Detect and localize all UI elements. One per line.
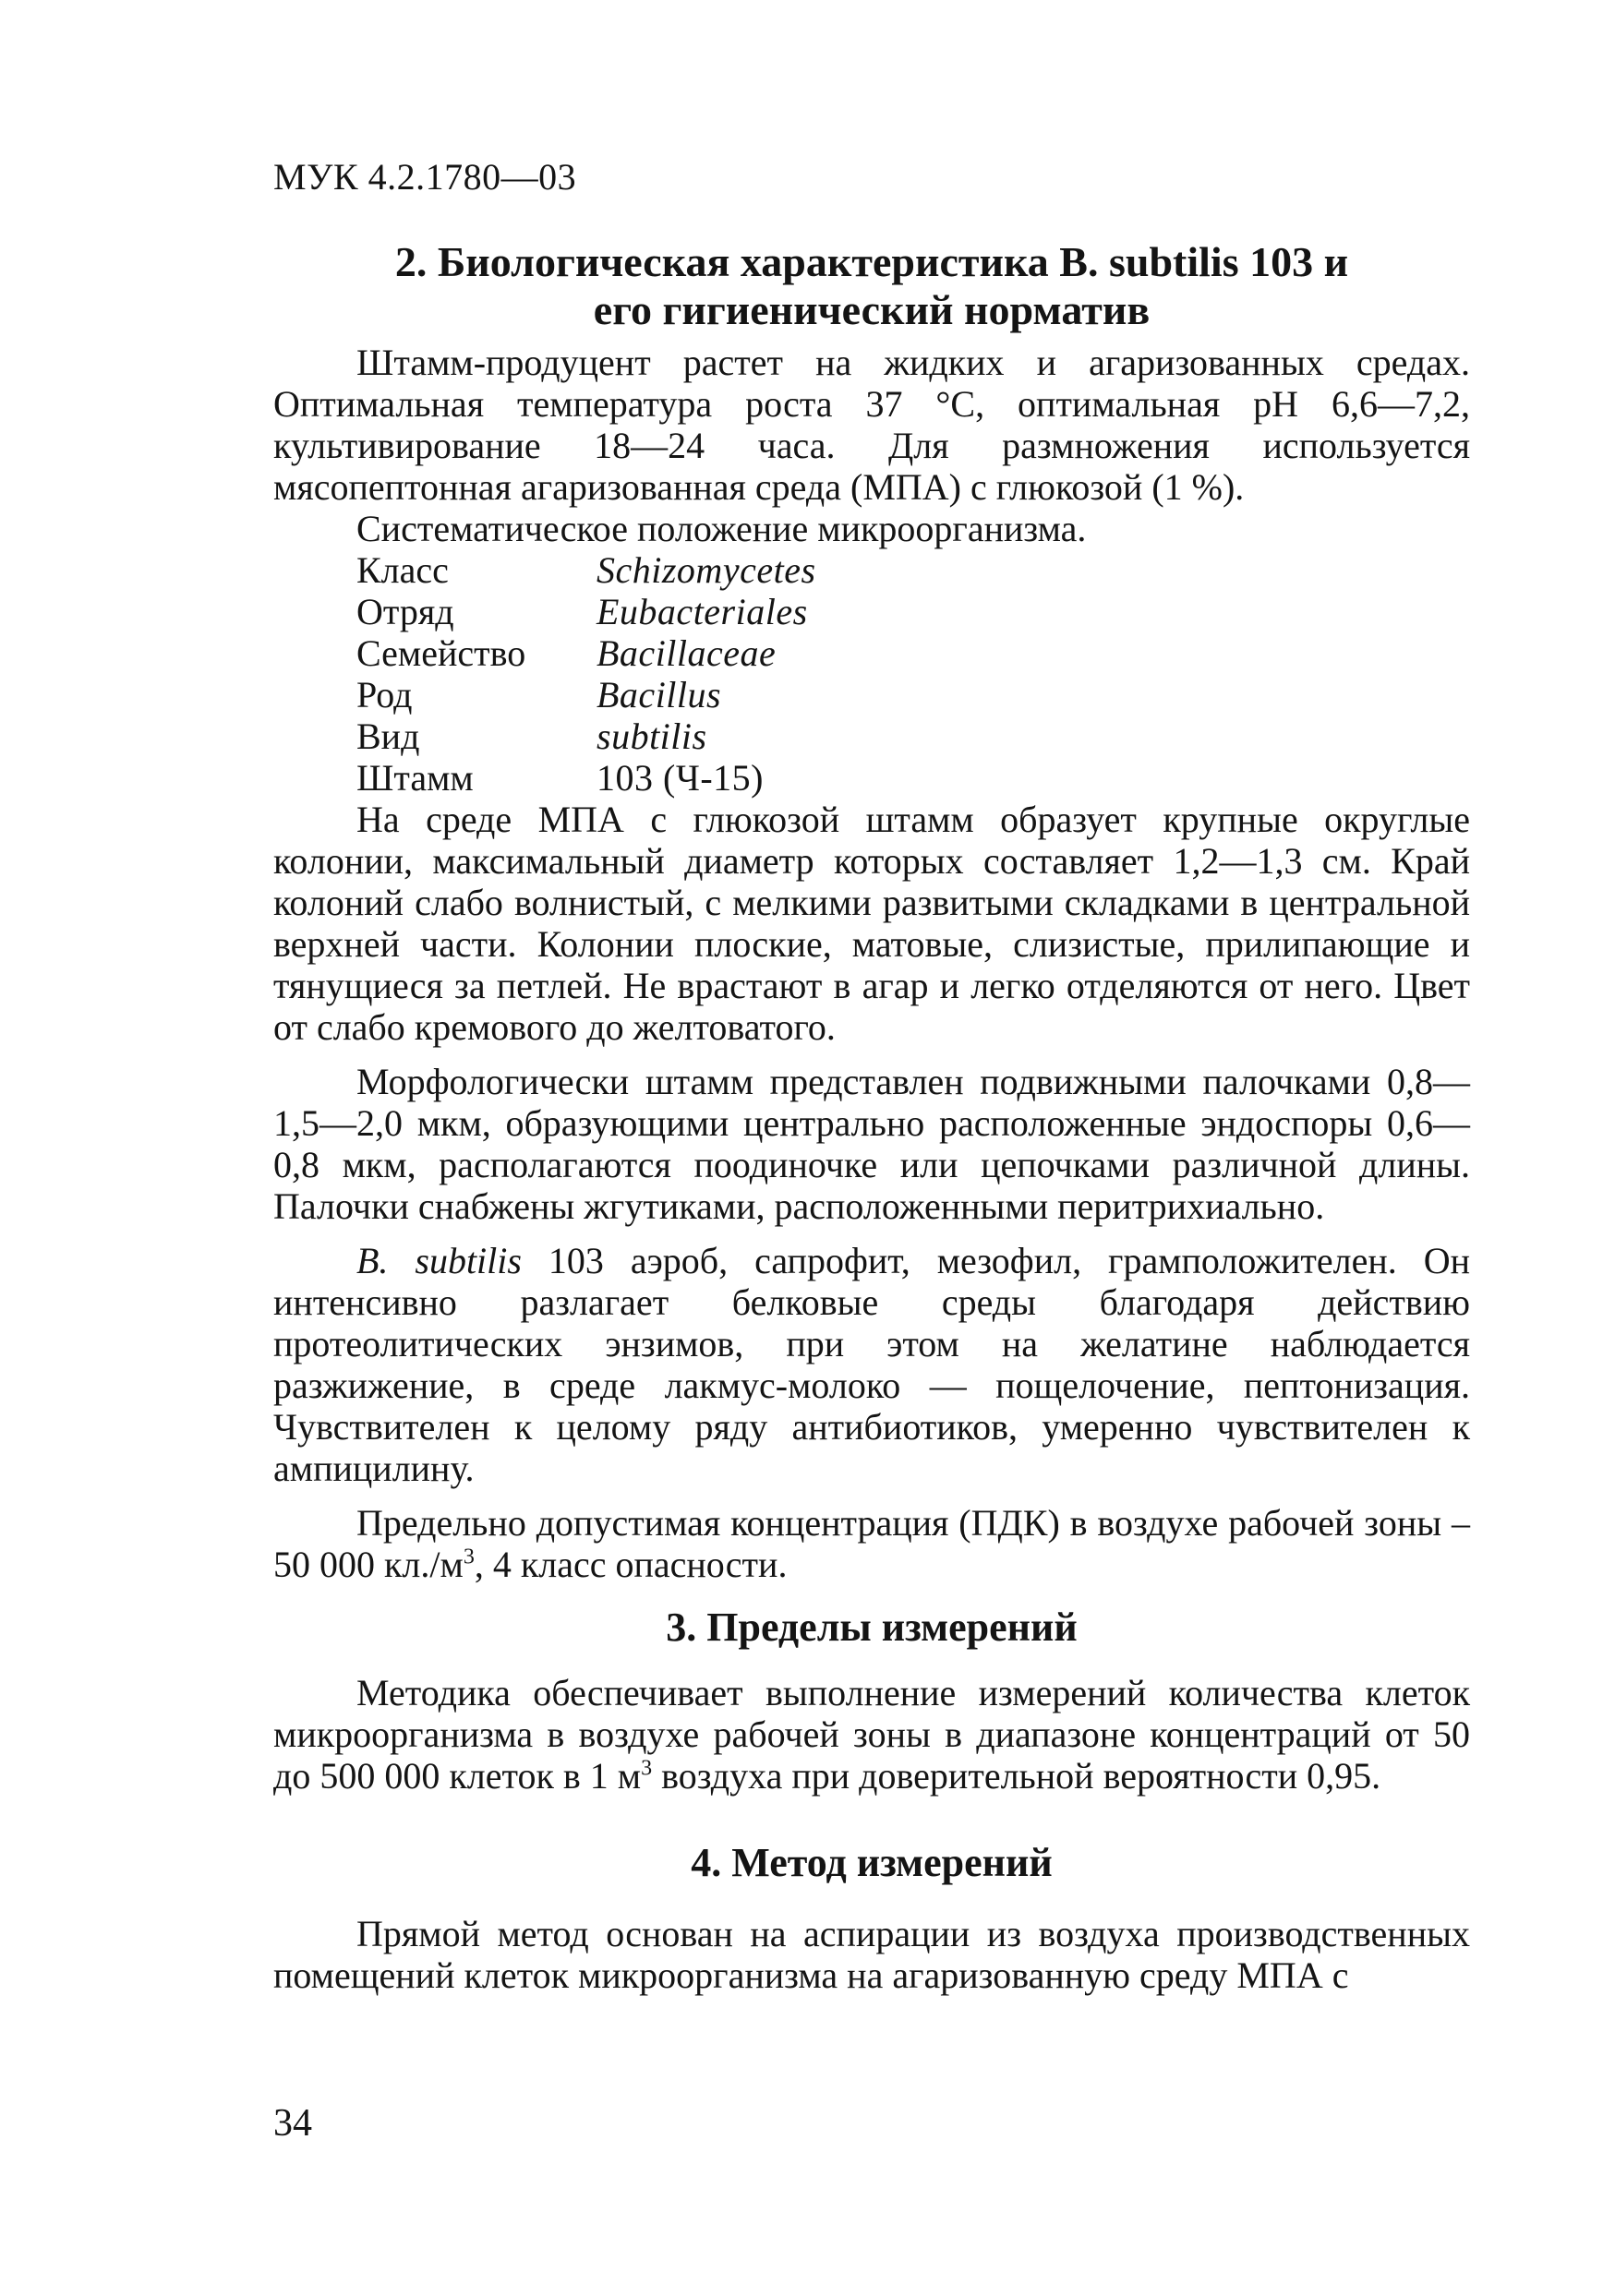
morphology-paragraph: Морфологически штамм представлен подвижными палочками 0,8—1,5—2,0 мкм, образующими центрально расположенные эндоспоры 0,6—0,8 мкм, располагаются поодиночке или цепочками различной длины. Палочки снабжены жгутиками, расположенными перитрихиально. (273, 1061, 1470, 1227)
measurement-limits-paragraph (273, 1672, 1470, 1797)
taxonomy-value: subtilis (597, 715, 707, 757)
taxonomy-value: Schizomycetes (597, 549, 816, 591)
taxonomy-label: Класс (356, 549, 449, 591)
taxonomy-row-genus (356, 674, 1470, 715)
biochemistry-paragraph (273, 1240, 1470, 1489)
limits-text: Методика обеспечивает выполнение измерений количества клеток микроорганизма в воздухе рабочей зоны в диапазоне концентраций от 50 до 500 000 клеток в 1 м (273, 1672, 1470, 1797)
taxonomy-value: Eubacteriales (597, 591, 808, 632)
limits-text-end: воздуха при доверительной вероятности 0,95. (652, 1755, 1381, 1797)
taxonomy-label: Отряд (356, 591, 454, 632)
taxonomy-row-order (356, 591, 1470, 632)
page-number: 34 (273, 2102, 312, 2145)
mac-text-end: , 4 класс опасности. (474, 1544, 788, 1585)
taxonomy-value: Bacillus (597, 674, 722, 715)
page-body (273, 238, 1470, 1996)
taxonomy-row-strain (356, 757, 1470, 799)
section-3-title: 3. Пределы измерений (666, 1605, 1078, 1650)
taxonomy-row-class (356, 549, 1470, 591)
species-name: B. subtilis (356, 1240, 522, 1281)
section-2-title-line-1: 2. Биологическая характеристика B. subtilis 103 и (394, 238, 1349, 285)
document-code-header: МУК 4.2.1780—03 (273, 156, 577, 198)
taxonomy-row-family (356, 632, 1470, 674)
taxonomy-label: Вид (356, 715, 420, 757)
taxonomy-value: 103 (Ч-15) (597, 757, 764, 799)
taxonomy-value: Bacillaceae (597, 632, 777, 674)
colony-description-paragraph: На среде МПА с глюкозой штамм образует крупные округлые колонии, максимальный диаметр которых составляет 1,2—1,3 см. Край колоний слабо волнистый, с мелкими развитыми складками в центральной верхней части. Колонии плоские, матовые, слизистые, прилипающие и тянущиеся за петлей. Не врастают в агар и легко отделяются от него. Цвет от слабо кремового до желтоватого. (273, 799, 1470, 1048)
section-2-title (273, 238, 1470, 334)
taxonomy-table (356, 549, 1470, 799)
taxonomy-label: Семейство (356, 632, 526, 674)
cubic-superscript: 3 (463, 1545, 475, 1569)
taxonomy-label: Род (356, 674, 413, 715)
cubic-superscript: 3 (641, 1756, 653, 1781)
section-4-title: 4. Метод измерений (691, 1840, 1053, 1885)
mac-text: Предельно допустимая концентрация (ПДК) в воздухе рабочей зоны – 50 000 кл./м (273, 1502, 1470, 1585)
systematic-position-intro: Систематическое положение микроорганизма. (356, 508, 1087, 549)
biochemistry-text: 103 аэроб, сапрофит, мезофил, грамположителен. Он интенсивно разлагает белковые среды благодаря действию протеолитических энзимов, при этом на желатине наблюдается разжижение, в среде лакмус-молоко — пощелочение, пептонизация. Чувствителен к целому ряду антибиотиков, умеренно чувствителен к ампицилину. (273, 1240, 1470, 1489)
section-2-title-line-2: его гигиенический норматив (593, 286, 1151, 333)
taxonomy-label: Штамм (356, 757, 474, 799)
mac-paragraph (273, 1502, 1470, 1585)
taxonomy-row-species (356, 715, 1470, 757)
method-paragraph: Прямой метод основан на аспирации из воздуха производственных помещений клеток микроорганизма на агаризованную среду МПА с (273, 1913, 1470, 1996)
growth-conditions-paragraph: Штамм-продуцент растет на жидких и агаризованных средах. Оптимальная температура роста 37 °С, оптимальная pH 6,6—7,2, культивирование 18—24 часа. Для размножения используется мясопептонная агаризованная среда (МПА) с глюкозой (1 %). (273, 342, 1470, 508)
